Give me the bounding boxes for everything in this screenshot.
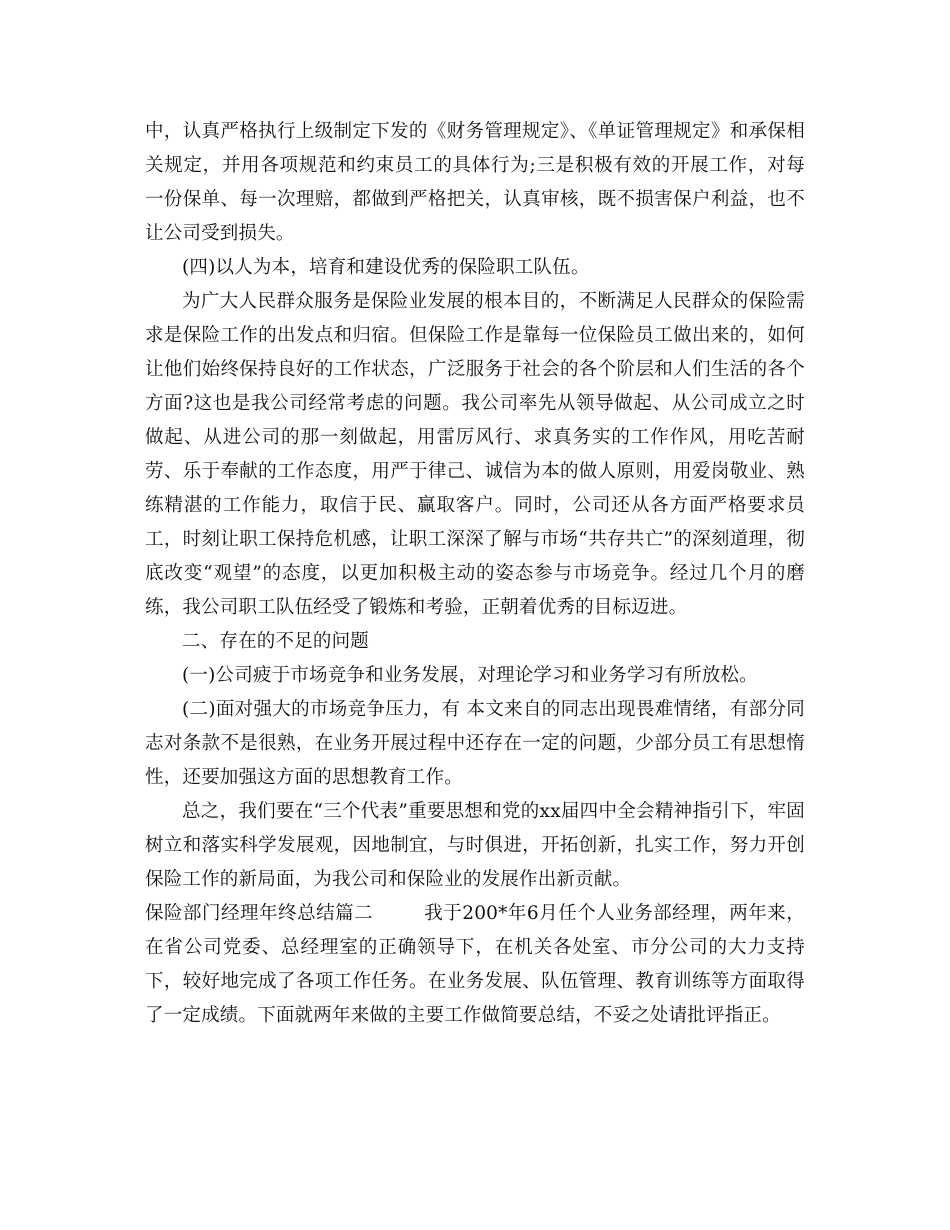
part-two-title: 保险部门经理年终总结篇二: [145, 903, 374, 924]
paragraph-staff-team: 为广大人民群众服务是保险业发展的根本目的，不断满足人民群众的保险需求是保险工作的出发点和归宿。但保险工作是靠每一位保险员工做出来的，如何让他们始终保持良好的工作状态，广泛服务于社会的各个阶层和人们生活的各个方面?这也是我公司经常考虑的问题。我公司率先从领导做起、从公司成立之时做起、从进公司的那一刻做起，用雷厉风行、求真务实的工作作风，用吃苦耐劳、乐于奉献的工作态度，用严于律己、诚信为本的做人原则，用爱岗敬业、熟练精湛的工作能力，取信于民、赢取客户。同时，公司还从各方面严格要求员工，时刻让职工保持危机感，让职工深深了解与市场“共存共亡”的深刻道理，彻底改变“观望”的态度，以更加积极主动的姿态参与市场竞争。经过几个月的磨练，我公司职工队伍经受了锻炼和考验，正朝着优秀的目标迈进。: [145, 291, 805, 618]
part-two-text: 我于200*年6月任个人业务部经理，两年来，在省公司党委、总经理室的正确领导下，在机关各处室、市分公司的大力支持下，较好地完成了各项工作任务。在业务发展、队伍管理、教育训练等方面取得了一定成绩。下面就两年来做的主要工作做简要总结，不妥之处请批评指正。: [145, 903, 805, 1026]
paragraph-conclusion: 总之，我们要在“三个代表”重要思想和党的xx届四中全会精神指引下，牢固树立和落实科学发展观，因地制宜，与时俱进，开拓创新，扎实工作，努力开创保险工作的新局面，为我公司和保险业的发展作出新贡献。: [145, 801, 805, 890]
document-body: [145, 115, 805, 1033]
section-heading-four: (四)以人为本，培育和建设优秀的保险职工队伍。: [182, 257, 590, 278]
title-spacer: [373, 903, 424, 924]
paragraph-continuation: 中，认真严格执行上级制定下发的《财务管理规定》、《单证管理规定》和承保相关规定，并用各项规范和约束员工的具体行为;三是积极有效的开展工作，对每一份保单、每一次理赔，都做到严格把关，认真审核，既不损害保户利益，也不让公司受到损失。: [145, 121, 805, 244]
paragraph-part-two: [145, 897, 805, 1033]
problem-item-two: (二)面对强大的市场竞争压力，有 本文来自的同志出现畏难情绪，有部分同志对条款不是很熟，在业务开展过程中还存在一定的问题，少部分员工有思想惰性，还要加强这方面的思想教育工作。: [145, 699, 805, 788]
problem-item-one: (一)公司疲于市场竞争和业务发展，对理论学习和业务学习有所放松。: [182, 665, 758, 686]
section-heading-problems: 二、存在的不足的问题: [182, 631, 370, 652]
